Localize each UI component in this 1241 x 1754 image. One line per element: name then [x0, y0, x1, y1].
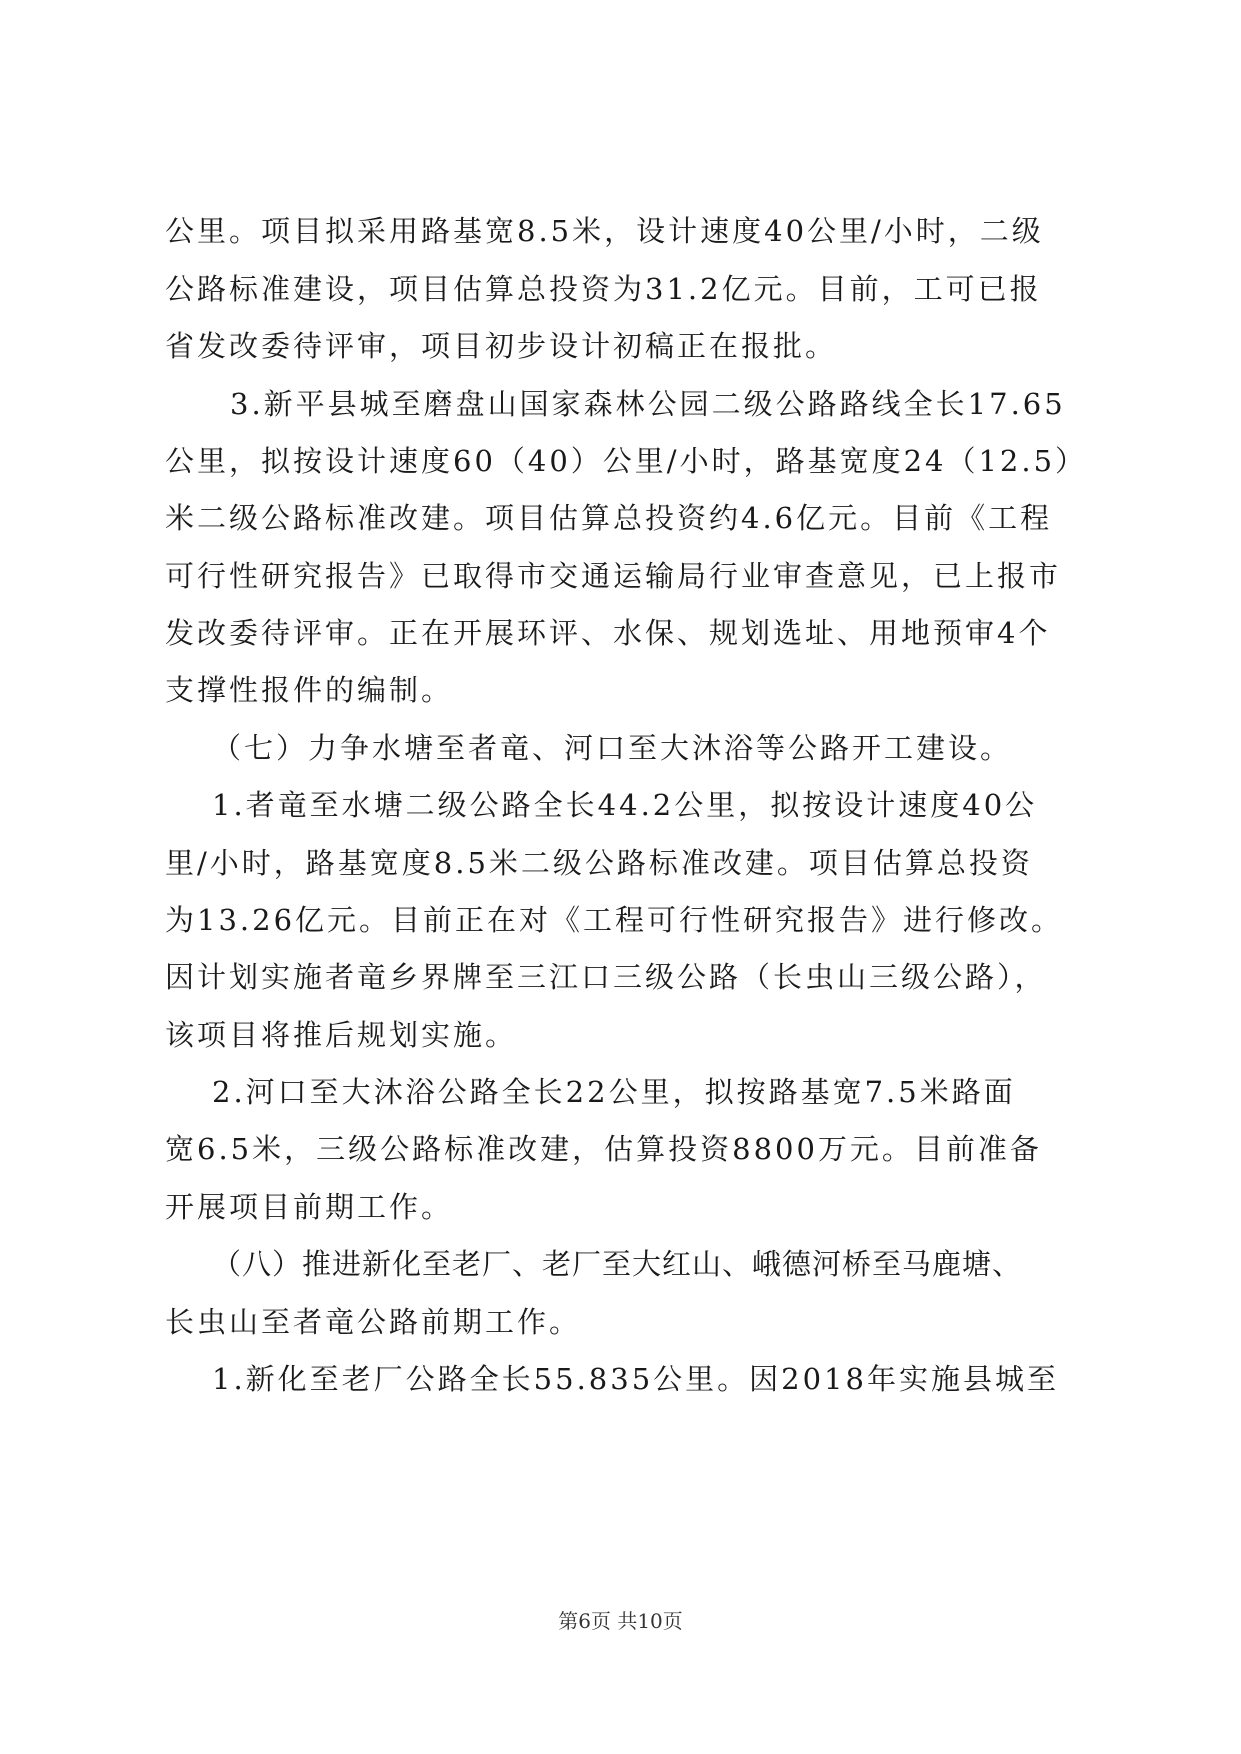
text-line-2: 公路标准建设，项目估算总投资为31.2亿元。目前，工可已报 [165, 272, 1042, 306]
text-line-17: 宽6.5米，三级公路标准改建，估算投资8800万元。目前准备 [165, 1132, 1042, 1166]
text-line-9: 支撑性报件的编制。 [165, 673, 454, 707]
text-line-16: 2.河口至大沐浴公路全长22公里，拟按路基宽7.5米路面 [212, 1075, 1016, 1109]
text-line-15: 该项目将推后规划实施。 [165, 1018, 518, 1052]
text-line-3: 省发改委待评审，项目初步设计初稿正在报批。 [165, 329, 838, 363]
text-line-7: 可行性研究报告》已取得市交通运输局行业审查意见，已上报市 [165, 559, 1062, 593]
text-line-14: 因计划实施者竜乡界牌至三江口三级公路（长虫山三级公路）， [165, 960, 1047, 994]
section-heading-7: （七）力争水塘至者竜、河口至大沐浴等公路开工建设。 [212, 731, 1013, 765]
text-line-8: 发改委待评审。正在开展环评、水保、规划选址、用地预审4个 [165, 616, 1051, 650]
text-line-1: 公里。项目拟采用路基宽8.5米，设计速度40公里/小时，二级 [165, 214, 1044, 248]
text-line-12: 里/小时，路基宽度8.5米二级公路标准改建。项目估算总投资 [165, 846, 1033, 880]
text-line-4: 3.新平县城至磨盘山国家森林公园二级公路路线全长17.65 [230, 387, 1066, 421]
text-line-5: 公里，拟按设计速度60（40）公里/小时，路基宽度24（12.5） [165, 444, 1088, 478]
page-number-footer: 第6页 共10页 [558, 1609, 683, 1633]
section-heading-8: （八）推进新化至老厂、老厂至大红山、峨德河桥至马鹿塘、 [212, 1247, 1023, 1281]
text-line-11: 1.者竜至水塘二级公路全长44.2公里，拟按设计速度40公 [212, 788, 1038, 822]
text-line-21: 1.新化至老厂公路全长55.835公里。因2018年实施县城至 [212, 1362, 1059, 1396]
text-line-20: 长虫山至者竜公路前期工作。 [165, 1305, 582, 1339]
text-line-6: 米二级公路标准改建。项目估算总投资约4.6亿元。目前《工程 [165, 501, 1053, 535]
text-line-13: 为13.26亿元。目前正在对《工程可行性研究报告》进行修改。 [165, 903, 1064, 937]
text-line-18: 开展项目前期工作。 [165, 1190, 454, 1224]
